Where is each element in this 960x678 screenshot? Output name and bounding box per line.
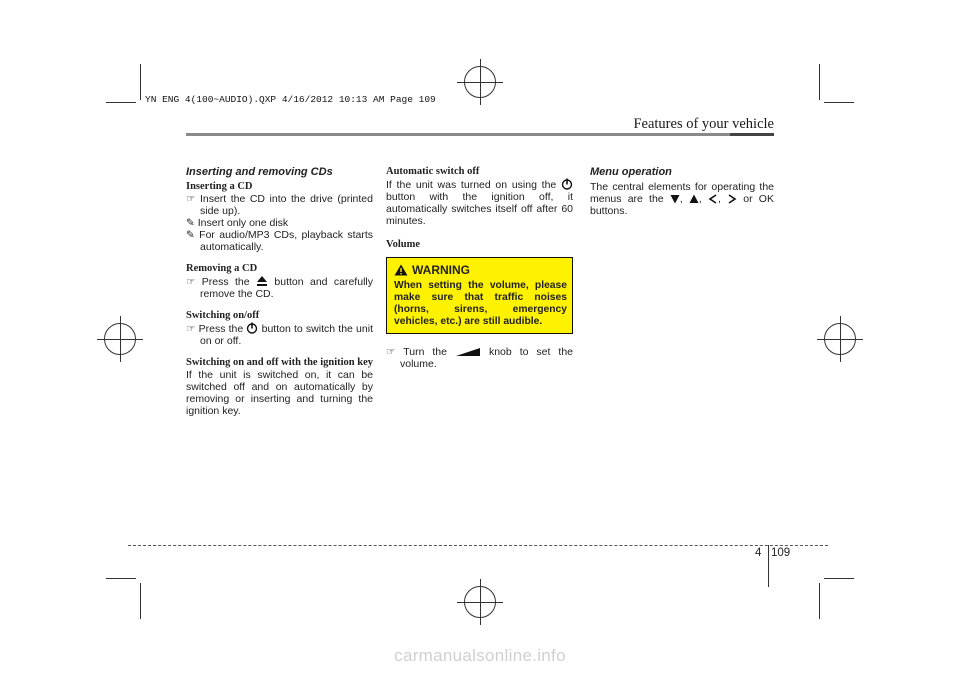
subheading: Switching on/off [186,310,260,321]
step-item: ☞ Insert the CD into the drive (printed side up). [186,193,373,217]
chevron-left-icon [708,194,718,204]
crop-mark [106,102,136,103]
print-slug: YN ENG 4(100~AUDIO).QXP 4/16/2012 10:13 AM Page 109 [145,94,436,105]
note-item: ✎ Insert only one disk [186,217,289,229]
subheading: Removing a CD [186,263,258,274]
crop-mark [140,64,141,100]
crop-mark [824,102,854,103]
pointing-hand-icon: ☞ [186,323,199,335]
subheading: Switching on and off with the ignition key [186,357,373,368]
subheading: Automatic switch off [386,166,480,177]
power-icon [561,178,573,190]
step-item: ☞ Press the button and carefully remove the CD. [186,276,373,300]
crop-mark [824,578,854,579]
step-item: ☞ Press the button to switch the unit on or off. [186,323,373,347]
crop-mark [140,583,141,619]
column-3 [590,166,774,217]
warning-box [386,257,573,334]
chevron-right-icon [727,194,737,204]
paragraph: If the unit was turned on using the button with the ignition off, it automatically switches itself off after 60 minutes. [386,179,573,227]
crop-mark [819,583,820,619]
eject-icon [256,275,268,287]
subheading: Volume [386,239,421,250]
pointing-hand-icon: ☞ [186,193,200,205]
pointing-hand-icon: ☞ [386,346,404,358]
column-2 [386,166,573,370]
section-title: Features of your vehicle [633,116,774,132]
crop-mark [819,64,820,100]
arrow-up-icon [689,194,699,204]
header-rule-accent [730,133,774,136]
volume-wedge-icon [455,347,481,357]
power-icon [246,322,258,334]
crop-mark [106,578,136,579]
warning-text: When setting the volume, please make sure that traffic noises (horns, sirens, emergency vehicles, etc.) are still audible. [394,280,567,327]
pointing-hand-icon: ☞ [186,276,202,288]
note-item: ✎ For audio/MP3 CDs, playback starts automatically. [186,229,374,253]
registration-mark-icon [104,323,136,355]
header-rule [186,133,774,136]
footer-rule [128,545,828,546]
pencil-icon: ✎ [186,217,198,229]
warning-triangle-icon [394,264,408,276]
subheading: Inserting a CD [186,181,253,192]
column-1 [186,166,373,417]
registration-mark-icon [824,323,856,355]
page-number: 4 109 [755,547,791,559]
registration-mark-icon [464,586,496,618]
paragraph: The central elements for operating the menus are the , , , or OK buttons. [590,181,774,217]
arrow-down-icon [670,194,680,204]
section-heading: Inserting and removing CDs [186,166,333,178]
step-item: ☞ Turn the knob to set the volume. [386,346,574,370]
pencil-icon: ✎ [186,229,200,241]
section-heading: Menu operation [590,166,672,178]
warning-title: WARNING [412,263,470,277]
paragraph: If the unit is switched on, it can be switched off and on automatically by removing or inserting and turning the ignition key. [186,369,373,417]
registration-mark-icon [464,66,496,98]
footer-watermark: carmanualsonline.info [394,646,566,665]
